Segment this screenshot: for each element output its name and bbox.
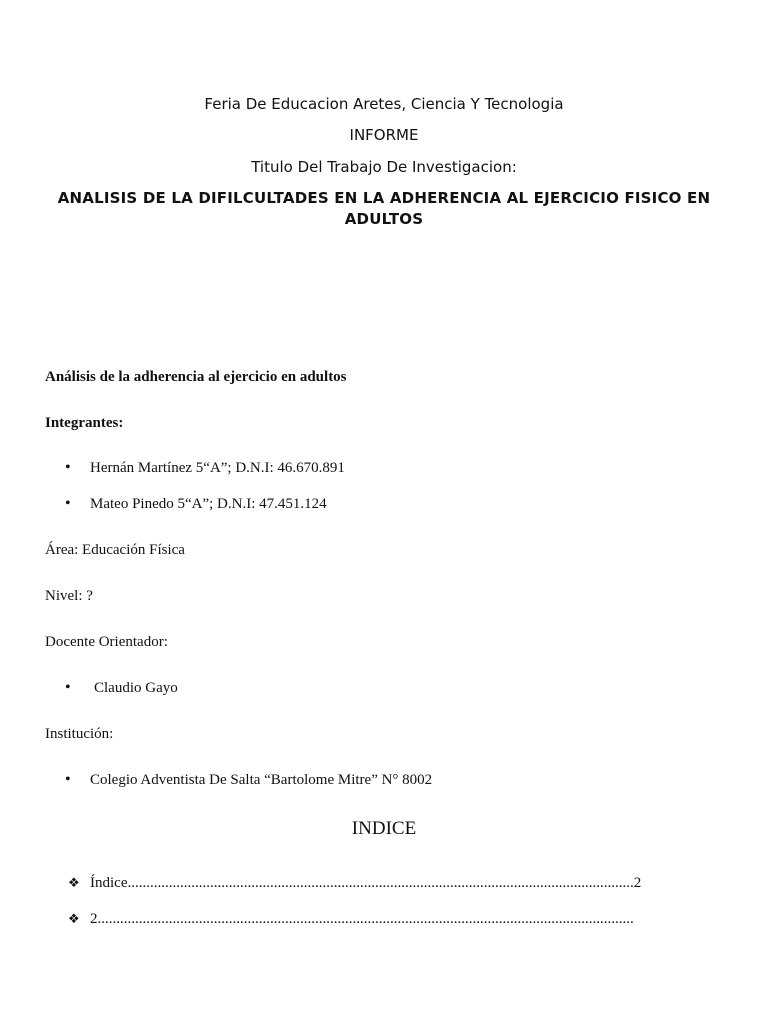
bullet-icon: • (65, 459, 71, 476)
advisor-label: Docente Orientador: (45, 634, 168, 650)
list-item-member-2 (65, 495, 327, 513)
list-item-institution (65, 771, 432, 789)
list-item-member-1 (65, 459, 345, 477)
level-line: Nivel: ? (45, 588, 93, 604)
bullet-icon: • (65, 771, 71, 788)
diamond-bullet-icon: ❖ (68, 875, 80, 890)
list-item-advisor (65, 679, 178, 697)
work-title-label: Titulo Del Trabajo De Investigacion: (251, 158, 517, 176)
institution-text: Colegio Adventista De Salta “Bartolome Mitre” N° 8002 (90, 772, 433, 788)
bullet-icon: • (65, 679, 71, 696)
members-label: Integrantes: (45, 415, 124, 431)
subject-heading: Análisis de la adherencia al ejercicio en adultos (45, 369, 347, 385)
area-line: Área: Educación Física (45, 542, 185, 558)
toc-entry-1 (68, 874, 641, 892)
toc-entry-text: Índice.......................................................................................................................................2 (90, 875, 642, 891)
main-title: ANALISIS DE LA DIFILCULTADES EN LA ADHERENCIA AL EJERCICIO FISICO EN ADULTOS (57, 189, 711, 228)
member-text: Hernán Martínez 5“A”; D.N.I: 46.670.891 (90, 460, 345, 476)
institution-label: Institución: (45, 726, 114, 742)
member-text: Mateo Pinedo 5“A”; D.N.I: 47.451.124 (90, 496, 327, 512)
index-title: INDICE (351, 818, 417, 839)
report-label: INFORME (349, 126, 419, 144)
fair-title: Feria De Educacion Aretes, Ciencia Y Tecnologia (204, 95, 564, 113)
advisor-text: Claudio Gayo (94, 680, 178, 696)
toc-entry-2 (68, 910, 634, 928)
bullet-icon: • (65, 495, 71, 512)
toc-entry-text: 2............................................................................................................................................... (90, 911, 634, 927)
diamond-bullet-icon: ❖ (68, 911, 80, 926)
